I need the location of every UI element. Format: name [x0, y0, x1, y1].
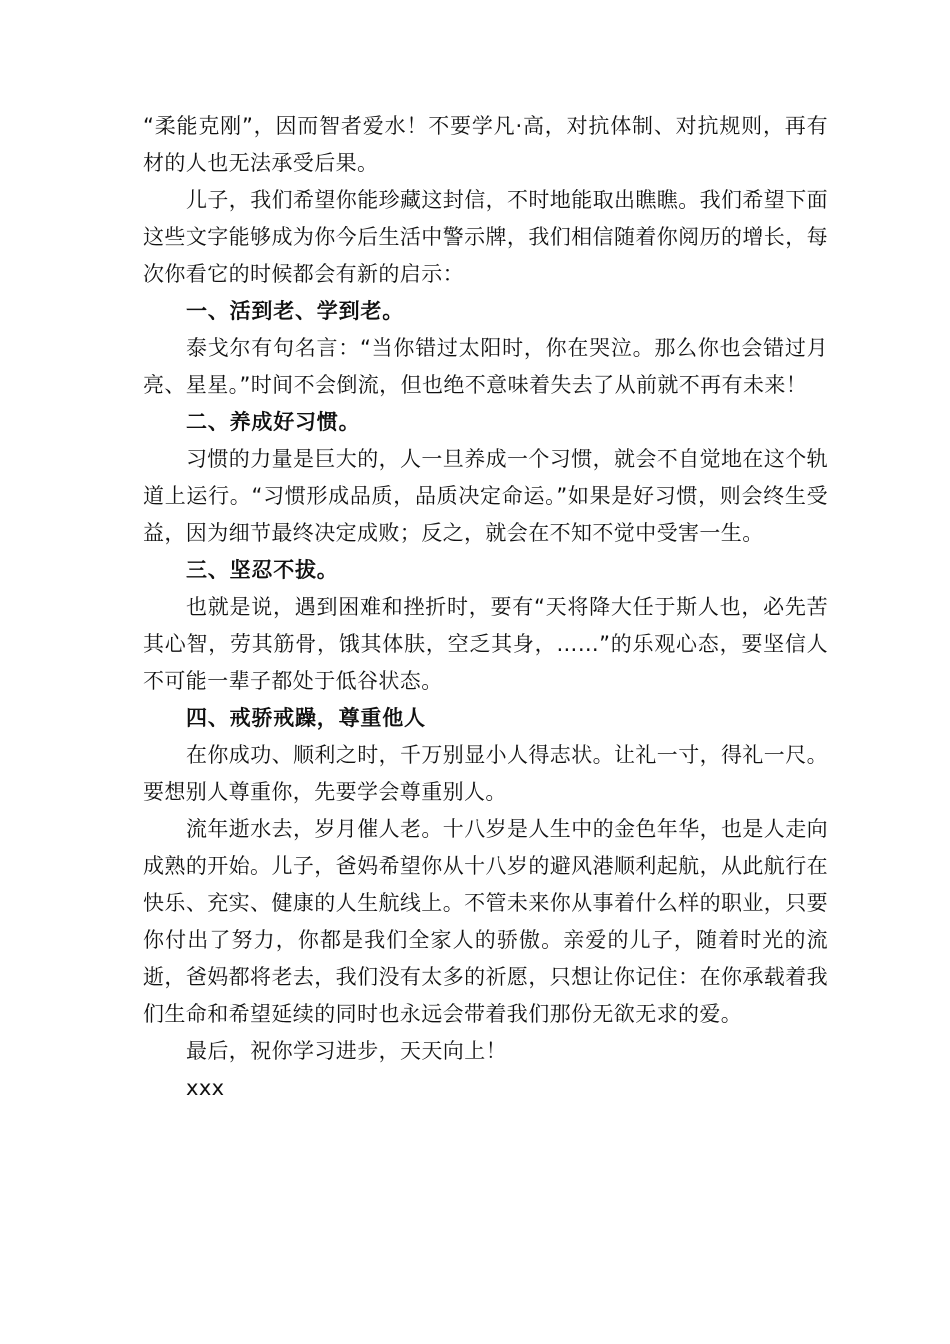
paragraph-intro-continuation: “柔能克刚”，因而智者爱水！不要学凡·高，对抗体制、对抗规则，再有材的人也无法承受后果。 [143, 114, 828, 175]
heading-perseverance: 三、坚忍不拔。 [186, 558, 339, 582]
paragraph-perseverance: 也就是说，遇到困难和挫折时，要有“天将降大任于斯人也，必先苦其心智，劳其筋骨，饿其体肤，空乏其身，……”的乐观心态，要坚信人不可能一辈子都处于低谷状态。 [143, 595, 828, 693]
paragraph-tagore-quote: 泰戈尔有句名言：“当你错过太阳时，你在哭泣。那么你也会错过月亮、星星。”时间不会倒流，但也绝不意味着失去了从前就不再有未来！ [143, 336, 828, 397]
paragraph-habits: 习惯的力量是巨大的，人一旦养成一个习惯，就会不自觉地在这个轨道上运行。“习惯形成品质，品质决定命运。”如果是好习惯，则会终生受益，因为细节最终决定成败；反之，就会在不知不觉中受害一生。 [143, 447, 828, 545]
paragraph-eighteen: 流年逝水去，岁月催人老。十八岁是人生中的金色年华，也是人走向成熟的开始。儿子，爸妈希望你从十八岁的避风港顺利起航，从此航行在快乐、充实、健康的人生航线上。不管未来你从事着什么样的职业，只要你付出了努力，你都是我们全家人的骄傲。亲爱的儿子，随着时光的流逝，爸妈都将老去，我们没有太多的祈愿，只想让你记住：在你承载着我们生命和希望延续的同时也永远会带着我们那份无欲无求的爱。 [143, 817, 828, 1026]
heading-respect-others: 四、戒骄戒躁，尊重他人 [186, 706, 426, 730]
paragraph-respect: 在你成功、顺利之时，千万别显小人得志状。让礼一寸，得礼一尺。要想别人尊重你，先要学会尊重别人。 [143, 743, 828, 804]
heading-lifelong-learning: 一、活到老、学到老。 [186, 299, 404, 323]
letter-body [143, 108, 828, 1107]
heading-good-habits: 二、养成好习惯。 [186, 410, 361, 434]
paragraph-hope: 儿子，我们希望你能珍藏这封信，不时地能取出瞧瞧。我们希望下面这些文字能够成为你今后生活中警示牌，我们相信随着你阅历的增长，每次你看它的时候都会有新的启示： [143, 188, 828, 286]
signature: xxx [186, 1076, 225, 1100]
paragraph-closing-wish: 最后，祝你学习进步，天天向上！ [186, 1039, 507, 1063]
